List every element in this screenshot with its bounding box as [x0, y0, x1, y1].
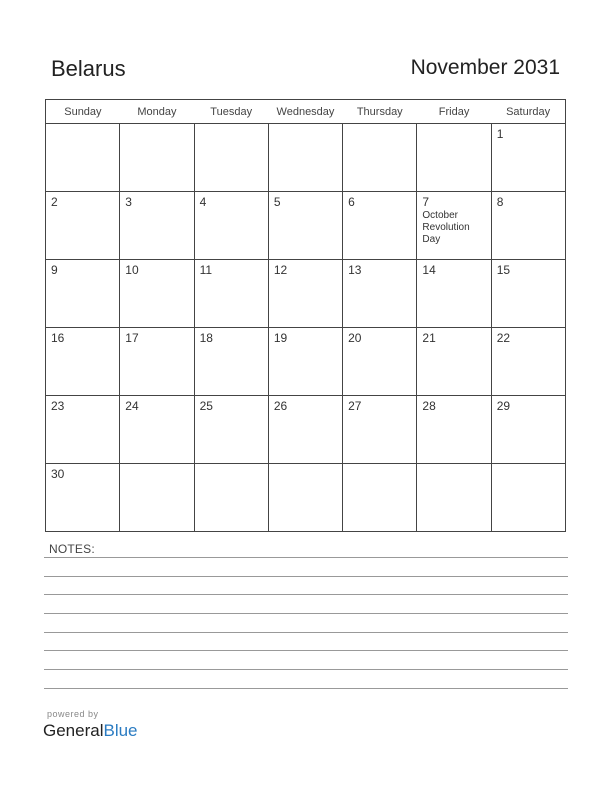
- day-cell: [417, 328, 491, 396]
- weekday-header: Thursday: [343, 100, 417, 124]
- day-cell: [417, 124, 491, 192]
- note-line: [44, 669, 568, 670]
- day-number: 10: [125, 263, 139, 277]
- day-number: 24: [125, 399, 139, 413]
- day-cell: [120, 396, 194, 464]
- day-cell: [46, 260, 120, 328]
- day-number: 21: [422, 331, 436, 345]
- week-row: [46, 260, 566, 328]
- note-line: [44, 594, 568, 595]
- day-cell: [46, 396, 120, 464]
- day-number: 11: [199, 263, 213, 277]
- note-line: [44, 613, 568, 614]
- day-cell: [491, 192, 565, 260]
- day-cell: [120, 328, 194, 396]
- day-cell: [491, 396, 565, 464]
- day-cell: [120, 260, 194, 328]
- day-cell: [46, 124, 120, 192]
- day-number: 15: [496, 263, 511, 277]
- brand-part-blue: Blue: [103, 721, 138, 740]
- note-line: [44, 632, 568, 633]
- day-number: 2: [51, 195, 58, 209]
- day-cell: [46, 328, 120, 396]
- powered-by-text: powered by: [47, 709, 99, 719]
- day-number: 26: [273, 399, 288, 413]
- week-row: [46, 464, 566, 532]
- day-number: 13: [348, 263, 362, 277]
- weekday-header: Wednesday: [268, 100, 342, 124]
- day-cell: [120, 192, 194, 260]
- weekday-header: Sunday: [46, 100, 120, 124]
- note-line: [44, 650, 568, 651]
- day-number: 22: [496, 331, 511, 345]
- day-number: 14: [422, 263, 436, 277]
- brand-logo: [43, 721, 138, 741]
- day-number: 20: [348, 331, 362, 345]
- day-cell: [46, 464, 120, 532]
- week-row: [46, 396, 566, 464]
- day-cell: [343, 260, 417, 328]
- day-cell: [120, 124, 194, 192]
- day-number: 4: [199, 195, 207, 209]
- day-cell: [343, 124, 417, 192]
- day-cell: [343, 192, 417, 260]
- day-cell: [417, 464, 491, 532]
- day-number: 27: [348, 399, 362, 413]
- calendar-grid: [45, 99, 566, 532]
- day-cell: [194, 192, 268, 260]
- week-row: [46, 124, 566, 192]
- day-cell: [268, 396, 342, 464]
- day-cell: [268, 124, 342, 192]
- day-number: 25: [199, 399, 213, 413]
- day-number: 23: [51, 399, 65, 413]
- holiday-label: October Revolution Day: [422, 210, 470, 245]
- month-year-title: November 2031: [410, 56, 560, 79]
- note-line: [44, 576, 568, 577]
- day-cell: [417, 260, 491, 328]
- day-cell: [268, 260, 342, 328]
- day-number: 5: [273, 195, 281, 209]
- day-cell: [491, 260, 565, 328]
- day-number: 9: [51, 263, 58, 277]
- day-number: 18: [199, 331, 213, 345]
- day-cell: [194, 260, 268, 328]
- day-cell: [194, 396, 268, 464]
- day-cell: [120, 464, 194, 532]
- week-row: [46, 192, 566, 260]
- weekday-header: Saturday: [491, 100, 565, 124]
- note-line: [44, 557, 568, 558]
- country-title: Belarus: [51, 56, 126, 81]
- weekday-header-row: [46, 100, 566, 124]
- week-row: [46, 328, 566, 396]
- day-cell: [268, 192, 342, 260]
- notes-label: NOTES:: [49, 542, 95, 556]
- weekday-header: Monday: [120, 100, 194, 124]
- day-number: 1: [496, 127, 504, 141]
- day-cell: [268, 328, 342, 396]
- day-number: 19: [273, 331, 288, 345]
- day-cell: [194, 124, 268, 192]
- day-cell: [491, 464, 565, 532]
- day-number: 3: [125, 195, 132, 209]
- day-cell: [343, 328, 417, 396]
- day-number: 28: [422, 399, 436, 413]
- day-number: 6: [348, 195, 355, 209]
- weekday-header: Friday: [417, 100, 491, 124]
- day-number: 30: [51, 467, 65, 481]
- day-cell: [268, 464, 342, 532]
- day-cell: [194, 328, 268, 396]
- day-number: 29: [496, 399, 511, 413]
- brand-part-general: General: [43, 721, 104, 740]
- day-cell: [343, 396, 417, 464]
- day-number: 8: [496, 195, 504, 209]
- weekday-header: Tuesday: [194, 100, 268, 124]
- day-cell: [417, 192, 491, 260]
- day-number: 16: [51, 331, 65, 345]
- day-cell: [491, 124, 565, 192]
- day-cell: [343, 464, 417, 532]
- day-number: 7: [422, 195, 430, 209]
- day-number: 17: [125, 331, 139, 345]
- day-cell: [491, 328, 565, 396]
- day-cell: [417, 396, 491, 464]
- day-cell: [46, 192, 120, 260]
- day-cell: [194, 464, 268, 532]
- day-number: 12: [273, 263, 288, 277]
- note-line: [44, 688, 568, 689]
